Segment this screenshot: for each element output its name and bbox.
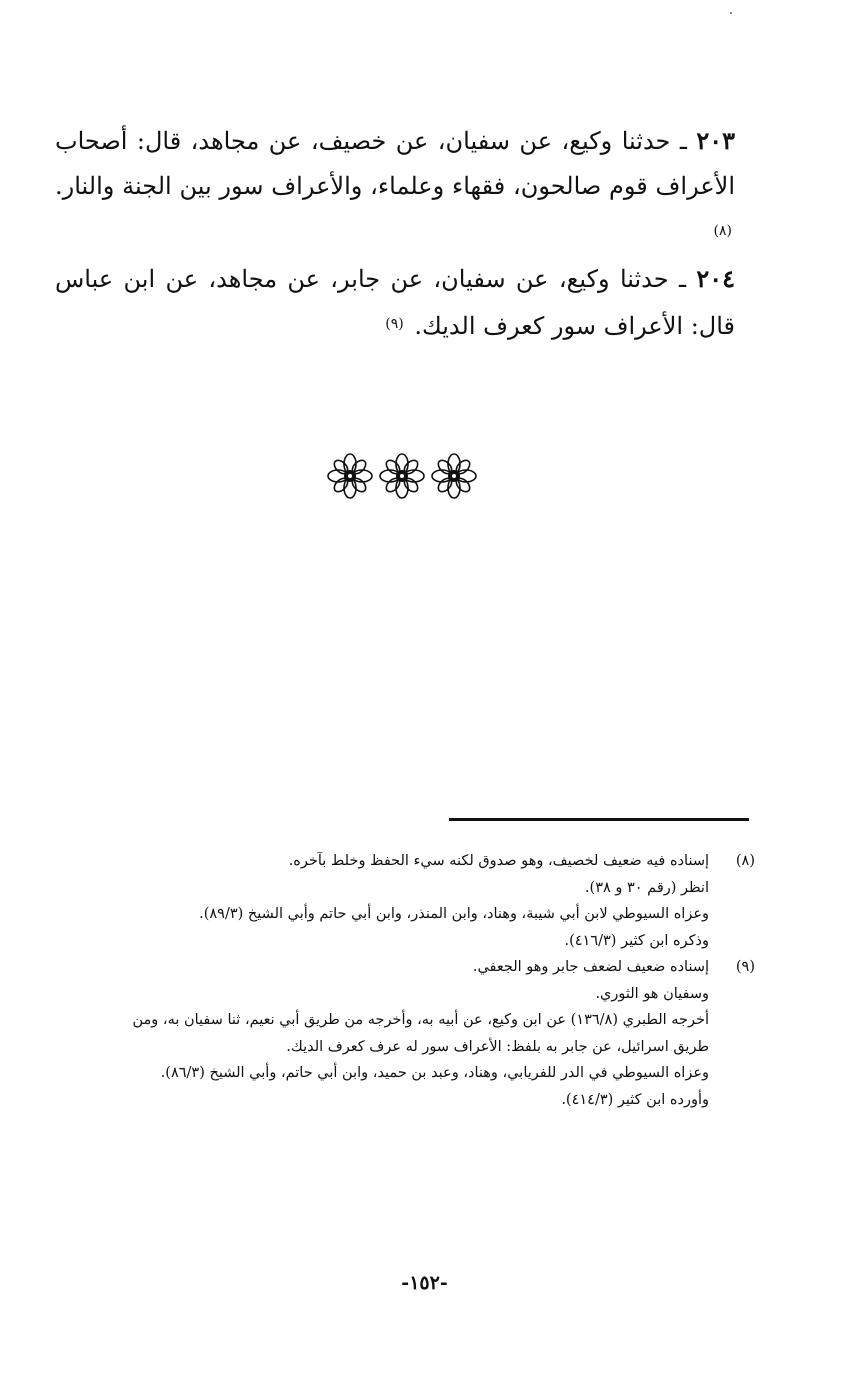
footnote-8 [80,848,755,954]
footnotes [80,848,755,1113]
footnote-line: إسناده فيه ضعيف لخصيف، وهو صدوق لكنه سيء الحفظ وخلط بآخره. [288,853,709,869]
flower-ornament-icon [322,446,482,506]
page-number: -١٥٢- [401,1272,448,1294]
footnote-number: (٨) [735,853,755,869]
footnote-line: وذكره ابن كثير (٤١٦/٣). [564,932,709,949]
footnote-ref[interactable]: (٩) [385,316,404,332]
main-text [55,118,735,349]
entry-text: ـ حدثنا وكيع، عن سفيان، عن جابر، عن مجاهد، عن ابن عباس قال: الأعراف سور كعرف الديك. [55,265,735,340]
footnote-line: طريق اسرائيل، عن جابر به بلفظ: الأعراف سور له عرف كعرف الديك. [286,1038,709,1055]
entry-number: ٢٠٣ [696,126,735,155]
footnote-9 [80,954,755,1113]
entry-text: ـ حدثنا وكيع، عن سفيان، عن خصيف، عن مجاهد، قال: أصحاب الأعراف قوم صالحون، فقهاء وعلماء، والأعراف سور بين الجنة والنار. [55,127,735,200]
footnote-line: انظر (رقم ٣٠ و ٣٨). [584,879,709,896]
footnote-divider [449,818,749,821]
footnote-line: وعزاه السيوطي في الدر للفريابي، وهناد، وعبد بن حميد، وابن أبي حاتم، وأبي الشيخ (٨٦/٣). [160,1065,709,1081]
footnote-line: أخرجه الطبري (١٣٦/٨) عن ابن وكيع، عن أبيه به، وأخرجه من طريق أبي نعيم، ثنا سفيان به، ومن [132,1012,709,1028]
footnote-ref[interactable]: (٨) [713,223,732,239]
footnote-line: وأورده ابن كثير (٤١٤/٣). [561,1091,709,1108]
entry-number: ٢٠٤ [696,264,735,293]
footnote-number: (٩) [735,959,755,975]
entry-204 [55,256,735,349]
footnote-line: وسفيان هو الثوري. [595,985,709,1002]
speck-mark [730,12,732,14]
footnote-line: إسناده ضعيف لضعف جابر وهو الجعفي. [472,959,709,975]
entry-203 [55,118,735,256]
footnote-line: وعزاه السيوطي لابن أبي شيبة، وهناد، وابن المنذر، وابن أبي حاتم وأبي الشيخ (٨٩/٣). [199,906,709,922]
